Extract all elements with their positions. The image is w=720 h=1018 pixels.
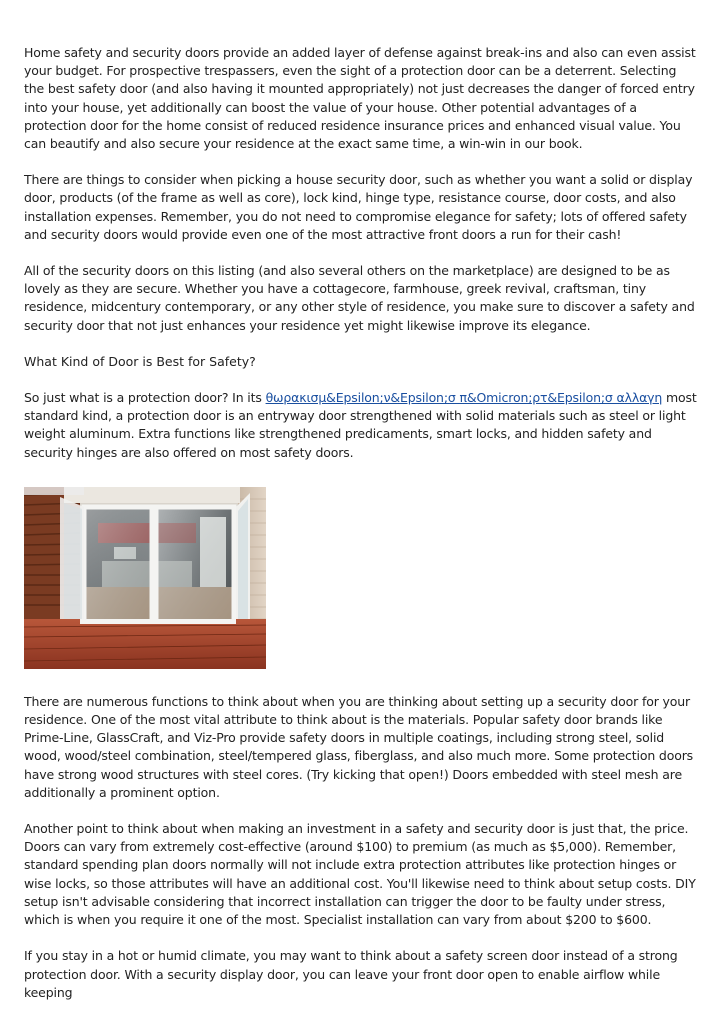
security-door-photo bbox=[24, 487, 266, 669]
paragraph-considerations: There are things to consider when picking a house security door, such as whether you want a solid or display door, products (of the frame as well as core), lock kind, hinge type, resistance course, door costs, and also installation expenses. Remember, you do not need to compromise elegance for safety; lots of offered safety and security doors would provide even one of the most attractive front doors a run for their cash! bbox=[24, 172, 693, 242]
article-body bbox=[24, 44, 700, 1002]
definition-text-after: most standard kind, a protection door is an entryway door strengthened with solid materials such as steel or light weight aluminum. Extra functions like strengthened predicaments, smart locks, and hidden safety and security hinges are also offered on most safety doors. bbox=[24, 390, 697, 460]
paragraph-price: Another point to think about when making an investment in a safety and security door is just that, the price. Doors can vary from extremely cost-effective (around $100) to premium (as much as $5,000). Remember, standard spending plan doors normally will not include extra protection attributes like protection hinges or wise locks, so those attributes will have an additional cost. You'll likewise need to think about setup costs. DIY setup isn't advisable considering that incorrect installation can trigger the door to be faulty under stress, which is when you require it one of the most. Specialist installation can vary from about $200 to $600. bbox=[24, 821, 696, 928]
section-heading: What Kind of Door is Best for Safety? bbox=[24, 353, 256, 369]
article-link[interactable]: θωρακισμ&Epsilon;ν&Epsilon;σ π&Omicron;ρτ&Epsilon;σ αλλαγη bbox=[265, 390, 663, 406]
paragraph-styles: All of the security doors on this listing (and also several others on the marketplace) are designed to be as lovely as they are secure. Whether you have a cottagecore, farmhouse, greek revival, craftsman, tiny residence, midcentury contemporary, or any other style of residence, you make sure to discover a safety and security door that not just enhances your residence yet might likewise improve its elegance. bbox=[24, 263, 695, 333]
definition-text-before: So just what is a protection door? In its bbox=[24, 390, 266, 406]
paragraph-screen-door: If you stay in a hot or humid climate, you may want to think about a safety screen door instead of a strong protection door. With a security display door, you can leave your front door open to enable airflow while keeping bbox=[24, 948, 678, 1000]
paragraph-features: There are numerous functions to think about when you are thinking about setting up a security door for your residence. One of the most vital attribute to think about is the materials. Popular safety door brands like Prime-Line, GlassCraft, and Viz-Pro provide safety doors in multiple coatings, including strong steel, solid wood, wood/steel combination, steel/tempered glass, fiberglass, and also much more. Some protection doors have strong wood structures with steel cores. (Try kicking that open!) Doors embedded with steel mesh are additionally a prominent option. bbox=[24, 693, 694, 800]
paragraph-intro: Home safety and security doors provide an added layer of defense against break-ins and also can even assist your budget. For prospective trespassers, even the sight of a protection door can be a deterrent. Selecting the best safety door (and also having it mounted appropriately) not just decreases the danger of forced entry into your house, yet additionally can boost the value of your house. Other potential advantages of a protection door for the home consist of reduced residence insurance prices and enhanced visual value. You can beautify and also secure your residence at the exact same time, a win-win in our book. bbox=[24, 45, 696, 152]
paragraph-definition bbox=[24, 389, 700, 462]
